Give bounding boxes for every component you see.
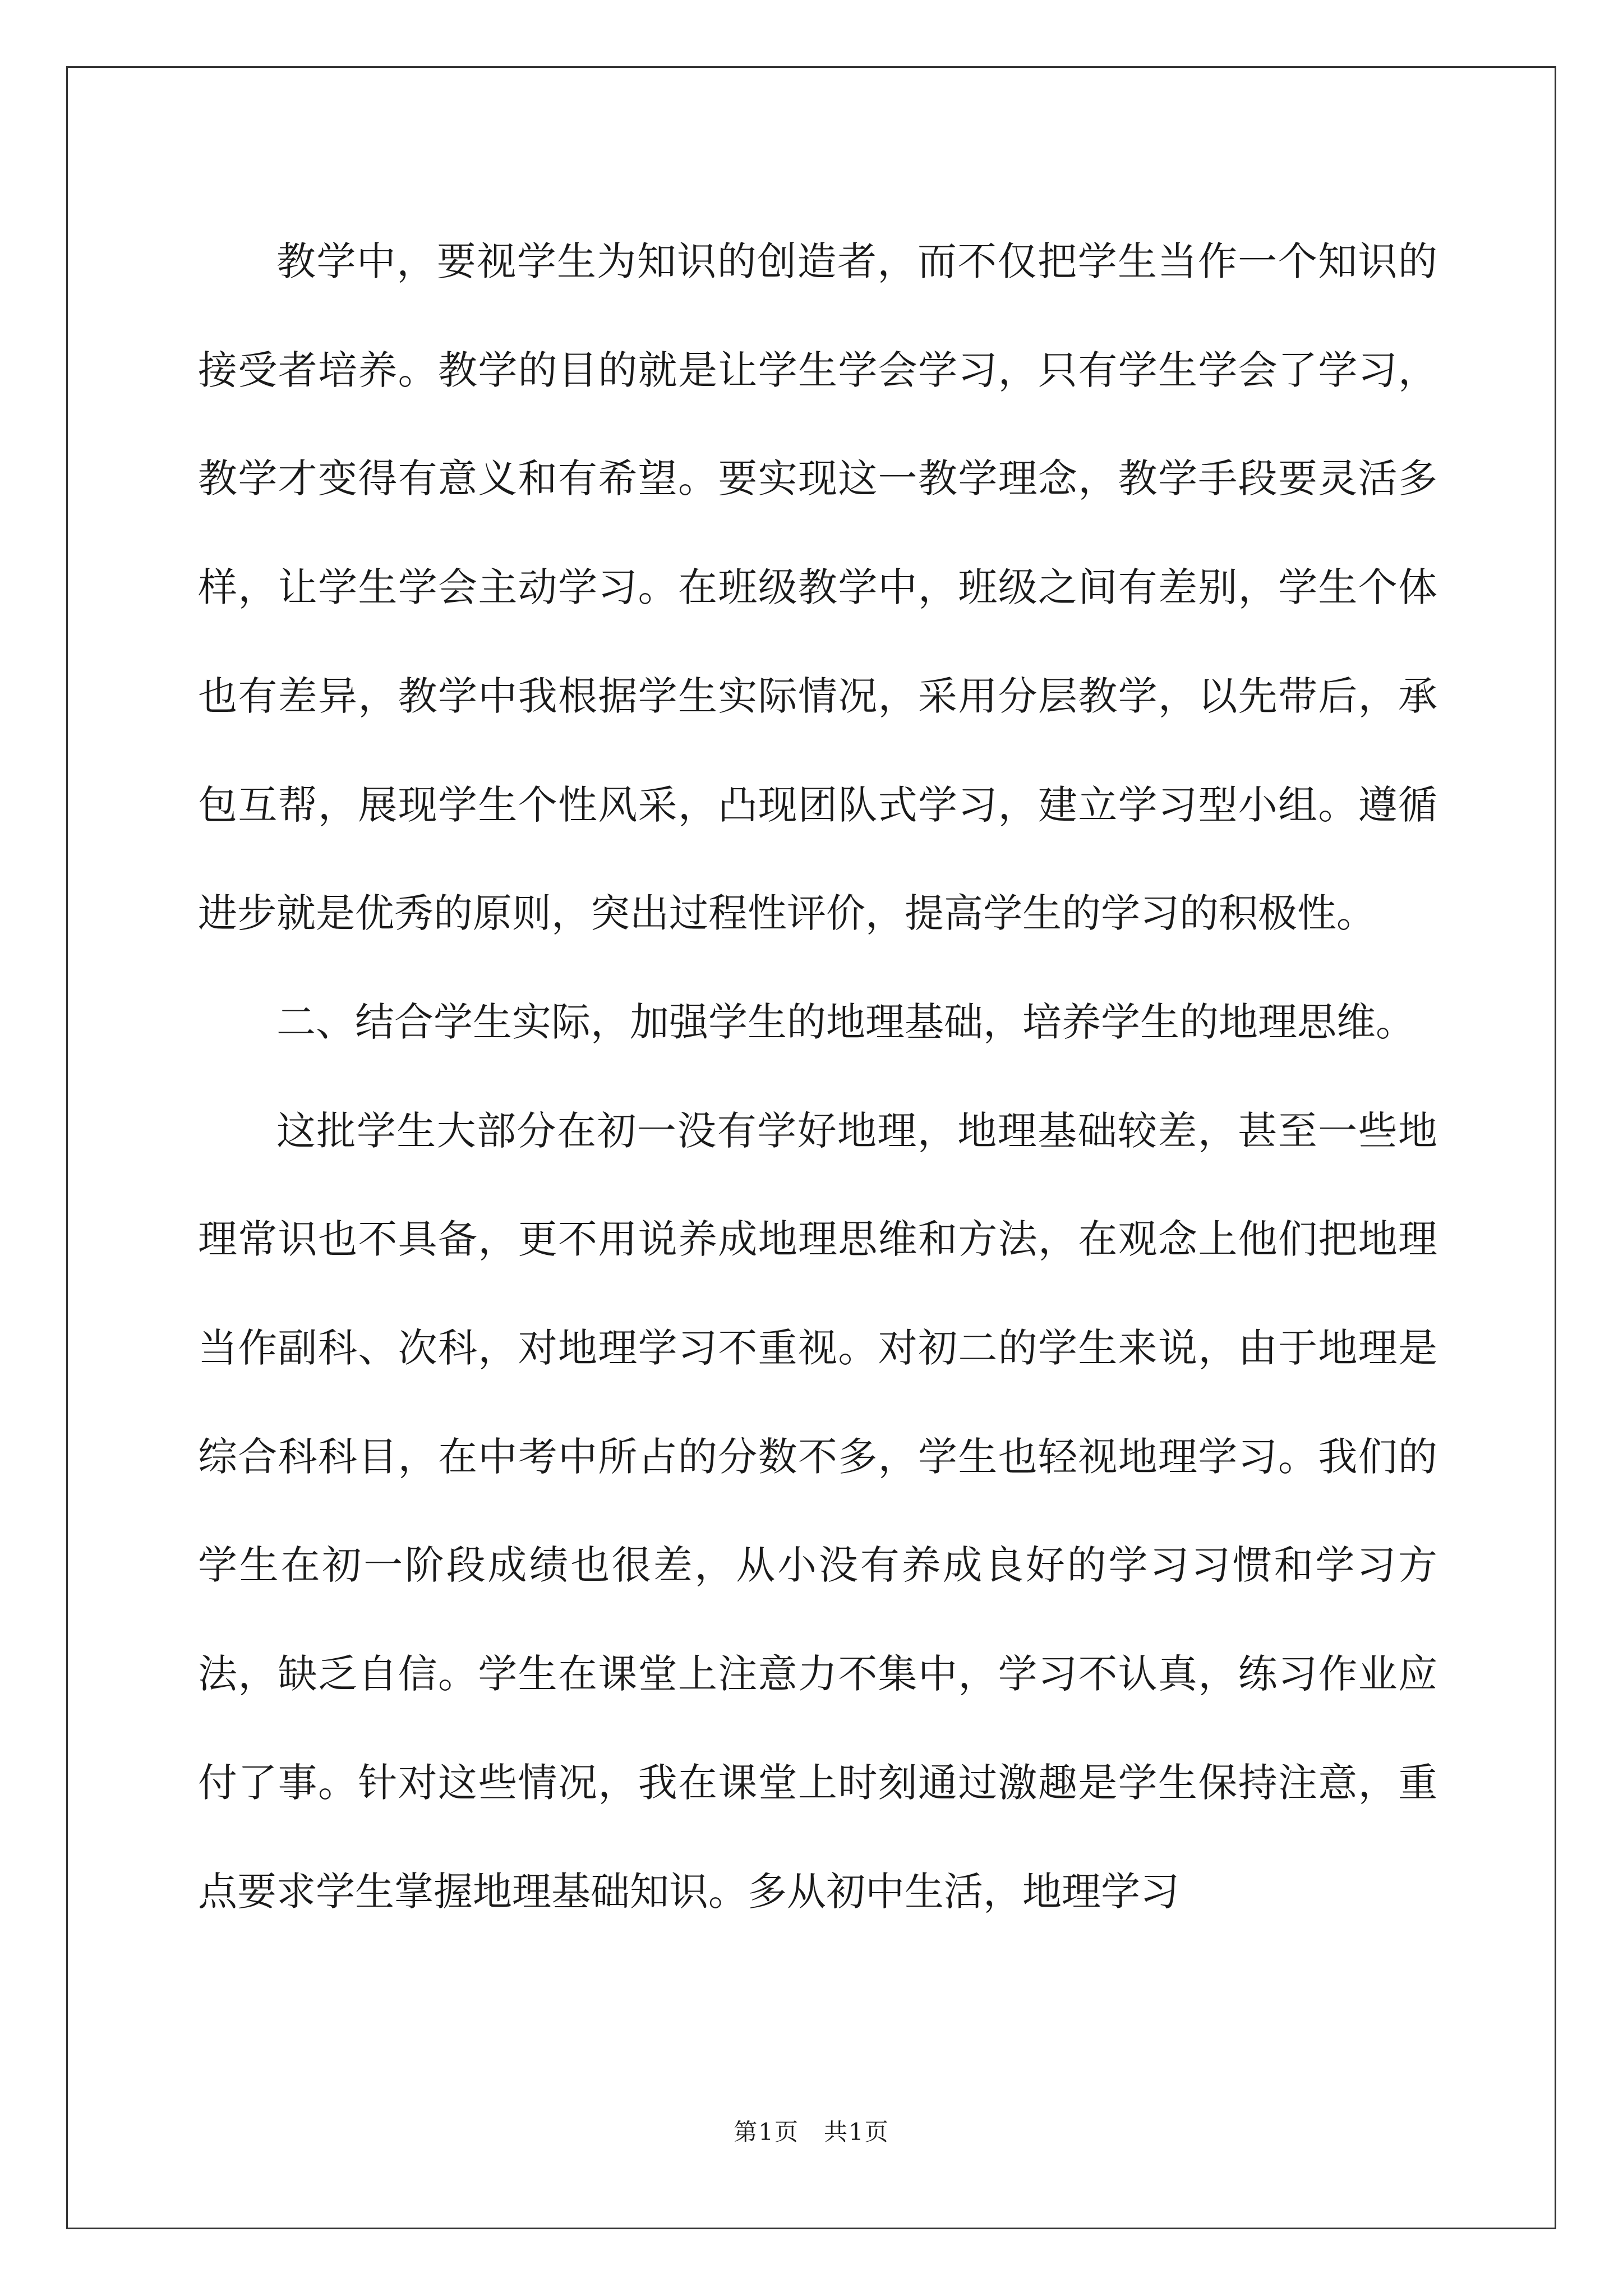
document-body <box>198 208 1437 1946</box>
page-number-footer: 第1页 共1页 <box>734 2118 889 2146</box>
paragraph-1: 教学中，要视学生为知识的创造者，而不仅把学生当作一个知识的接受者培养。教学的目的就是让学生学会学习，只有学生学会了学习，教学才变得有意义和有希望。要实现这一教学理念，教学手段要灵活多样，让学生学会主动学习。在班级教学中，班级之间有差别，学生个体也有差异，教学中我根据学生实际情况，采用分层教学，以先带后，承包互帮，展现学生个性风采，凸现团队式学习，建立学习型小组。遵循进步就是优秀的原则，突出过程性评价，提高学生的学习的积极性。 <box>198 238 1437 937</box>
paragraph-2: 二、结合学生实际，加强学生的地理基础，培养学生的地理思维。 <box>276 999 1415 1045</box>
paragraph-3: 这批学生大部分在初一没有学好地理，地理基础较差，甚至一些地理常识也不具备，更不用说养成地理思维和方法，在观念上他们把地理当作副科、次科，对地理学习不重视。对初二的学生来说，由于地理是综合科科目，在中考中所占的分数不多，学生也轻视地理学习。我们的学生在初一阶段成绩也很差，从小没有养成良好的学习习惯和学习方法，缺乏自信。学生在课堂上注意力不集中，学习不认真，练习作业应付了事。针对这些情况，我在课堂上时刻通过激趣是学生保持注意，重点要求学生掌握地理基础知识。多从初中生活，地理学习 <box>198 1107 1437 1915</box>
